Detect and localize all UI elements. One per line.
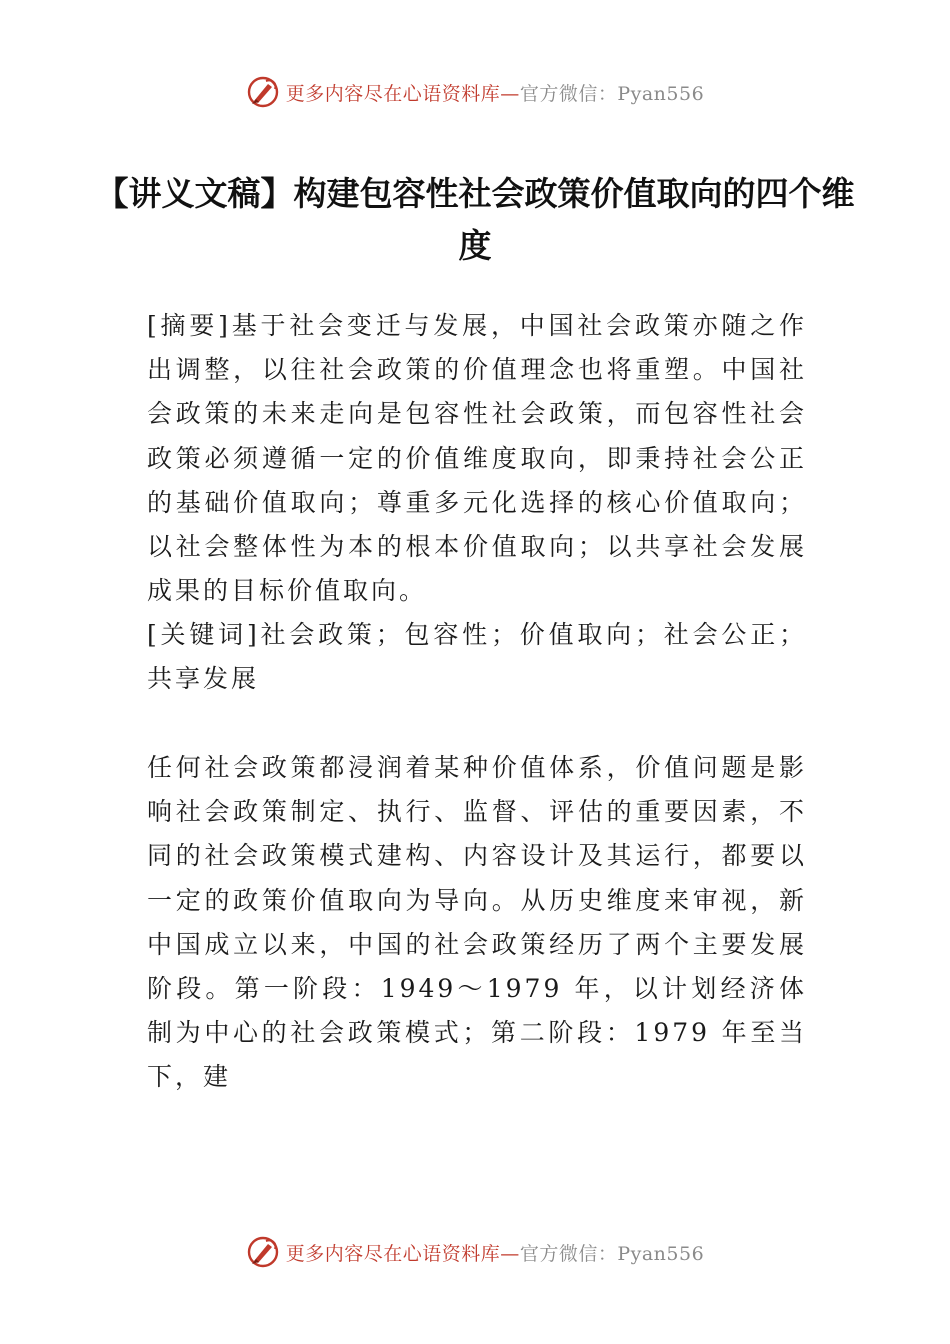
body-paragraph: 任何社会政策都浸润着某种价值体系，价值问题是影响社会政策制定、执行、监督、评估的重要因素，不同的社会政策模式建构、内容设计及其运行，都要以一定的政策价值取向为导向。从历史维度来审视，新中国成立以来，中国的社会政策经历了两个主要发展阶段。第一阶段：1949～1979 年，以计划经济体制为中心的社会政策模式；第二阶段：1979 年至当下，建	[147, 753, 807, 1092]
watermark-main-text: 更多内容尽在心语资料库—	[285, 82, 520, 105]
pen-logo-icon	[246, 1235, 280, 1269]
watermark-wechat-label: 官方微信：	[519, 1242, 618, 1265]
keywords-paragraph: [关键词]社会政策；包容性；价值取向；社会公正；共享发展	[147, 620, 807, 694]
footer-watermark	[0, 1232, 950, 1272]
pen-logo-icon	[246, 75, 280, 109]
watermark-wechat-id: Pyan556	[617, 82, 705, 105]
watermark-wechat-id: Pyan556	[617, 1242, 705, 1265]
watermark-text	[286, 1239, 704, 1266]
abstract-paragraph: [摘要]基于社会变迁与发展，中国社会政策亦随之作出调整，以往社会政策的价值理念也将重塑。中国社会政策的未来走向是包容性社会政策，而包容性社会政策必须遵循一定的价值维度取向，即秉持社会公正的基础价值取向；尊重多元化选择的核心价值取向；以社会整体性为本的根本价值取向；以共享社会发展成果的目标价值取向。	[147, 311, 807, 606]
watermark-text	[286, 79, 704, 106]
header-watermark	[0, 72, 950, 112]
document-title: 【讲义文稿】构建包容性社会政策价值取向的四个维度	[95, 174, 855, 265]
watermark-wechat-label: 官方微信：	[519, 82, 618, 105]
watermark-main-text: 更多内容尽在心语资料库—	[285, 1242, 520, 1265]
